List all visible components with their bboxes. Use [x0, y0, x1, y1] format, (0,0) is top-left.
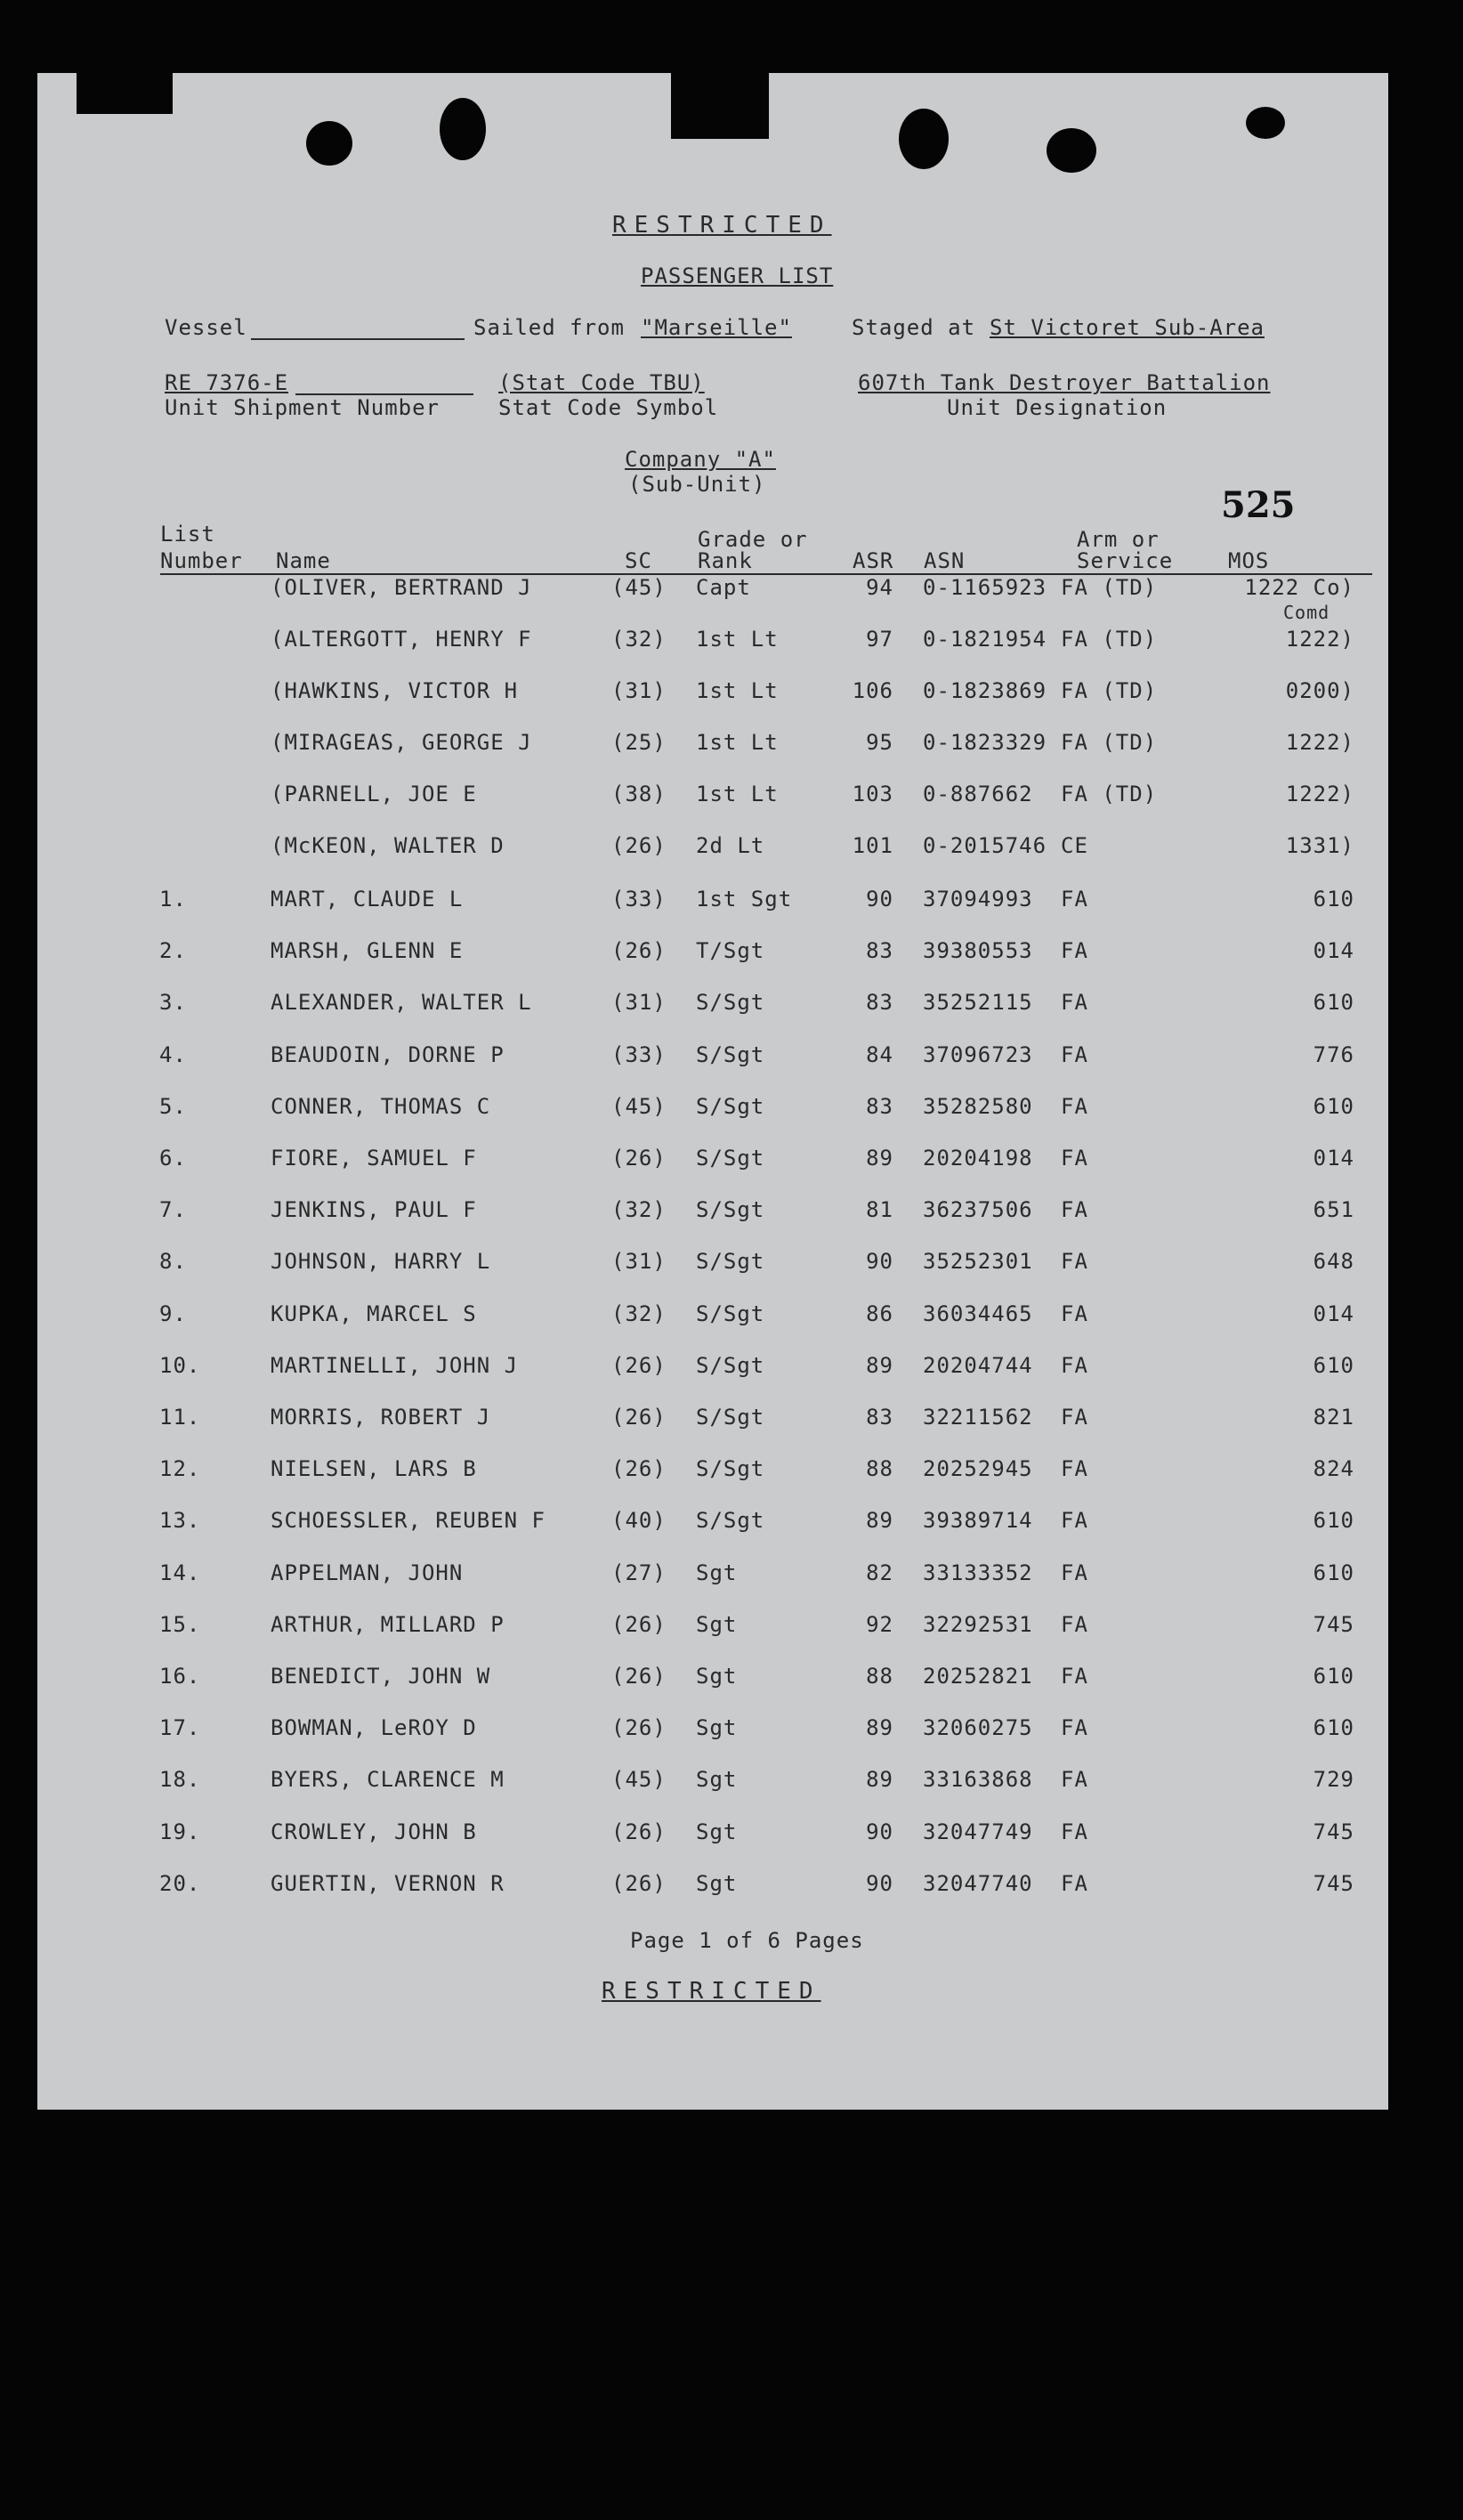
enlisted-row — [37, 1353, 1388, 1389]
sc-cell: (26) — [611, 1715, 667, 1741]
grade-cell: 1st Lt — [696, 627, 779, 652]
asn-cell: 35252301 — [923, 1249, 1033, 1275]
arm-cell: FA — [1061, 1508, 1088, 1534]
mos-cell: 745 — [1313, 1611, 1354, 1637]
list-number-cell: 14. — [159, 1560, 201, 1585]
mos-cell: 776 — [1313, 1041, 1354, 1067]
asr-cell: 83 — [866, 990, 893, 1016]
col-arm-line2: Service — [1077, 548, 1174, 573]
asn-cell: 0-1823329 — [923, 730, 1047, 755]
list-number-cell: 16. — [159, 1664, 201, 1689]
asn-cell: 36034465 — [923, 1301, 1033, 1326]
arm-cell: FA (TD) — [1061, 575, 1158, 600]
name-cell: (ALTERGOTT, HENRY F — [271, 627, 532, 652]
col-name: Name — [276, 548, 331, 573]
arm-cell: FA (TD) — [1061, 730, 1158, 755]
asn-cell: 0-1821954 — [923, 627, 1047, 652]
enlisted-row — [37, 1508, 1388, 1544]
sc-cell: (45) — [611, 1093, 667, 1119]
enlisted-row — [37, 1664, 1388, 1699]
list-number-cell: 5. — [159, 1093, 187, 1119]
asr-cell: 95 — [866, 730, 893, 755]
mos-cell: 610 — [1313, 990, 1354, 1016]
sc-cell: (45) — [611, 1767, 667, 1793]
col-asr: ASR — [853, 548, 894, 573]
grade-cell: S/Sgt — [696, 1301, 765, 1326]
name-cell: (MIRAGEAS, GEORGE J — [271, 730, 532, 755]
asn-cell: 39389714 — [923, 1508, 1033, 1534]
sc-cell: (38) — [611, 782, 667, 806]
grade-cell: S/Sgt — [696, 1093, 765, 1119]
sub-unit-label: (Sub-Unit) — [628, 472, 766, 497]
name-cell: ARTHUR, MILLARD P — [271, 1611, 505, 1637]
asr-cell: 89 — [866, 1767, 893, 1793]
enlisted-row — [37, 1560, 1388, 1596]
sc-cell: (25) — [611, 730, 667, 755]
unit-designation-value: 607th Tank Destroyer Battalion — [858, 370, 1271, 395]
arm-cell: FA (TD) — [1061, 627, 1158, 652]
name-cell: ALEXANDER, WALTER L — [271, 990, 532, 1016]
asr-cell: 82 — [866, 1560, 893, 1585]
asn-cell: 20204744 — [923, 1352, 1033, 1378]
name-cell: JOHNSON, HARRY L — [271, 1249, 491, 1275]
enlisted-row — [37, 1767, 1388, 1803]
punch-hole — [1246, 107, 1285, 139]
enlisted-row — [37, 1301, 1388, 1337]
arm-cell: FA — [1061, 1352, 1088, 1378]
asn-cell: 39380553 — [923, 938, 1033, 964]
sc-cell: (31) — [611, 1249, 667, 1275]
asn-cell: 20252945 — [923, 1456, 1033, 1482]
list-number-cell: 1. — [159, 887, 187, 912]
asr-cell: 90 — [866, 887, 893, 912]
sc-cell: (26) — [611, 1405, 667, 1430]
arm-cell: FA — [1061, 1146, 1088, 1171]
sc-cell: (26) — [611, 1664, 667, 1689]
mos-cell: 610 — [1313, 887, 1354, 912]
mos-note: Comd — [1283, 602, 1330, 623]
sc-cell: (26) — [611, 1352, 667, 1378]
asn-cell: 37094993 — [923, 887, 1033, 912]
arm-cell: FA — [1061, 1456, 1088, 1482]
asr-cell: 101 — [852, 833, 893, 858]
mos-cell: 610 — [1313, 1715, 1354, 1741]
enlisted-row — [37, 1094, 1388, 1130]
list-number-cell: 11. — [159, 1405, 201, 1430]
list-number-cell: 19. — [159, 1819, 201, 1844]
enlisted-row — [37, 1612, 1388, 1648]
name-cell: MORRIS, ROBERT J — [271, 1405, 491, 1430]
grade-cell: Sgt — [696, 1611, 738, 1637]
sc-cell: (32) — [611, 627, 667, 652]
enlisted-row — [37, 1456, 1388, 1492]
mos-cell: 821 — [1313, 1405, 1354, 1430]
stat-code-value: (Stat Code TBU) — [498, 370, 705, 395]
stamped-page-number: 525 — [1221, 484, 1296, 526]
mos-cell: 1331) — [1285, 833, 1354, 858]
classification-footer: RESTRICTED — [602, 1978, 821, 2005]
grade-cell: 2d Lt — [696, 833, 765, 858]
asr-cell: 89 — [866, 1715, 893, 1741]
name-cell: (OLIVER, BERTRAND J — [271, 575, 532, 600]
asr-cell: 94 — [866, 575, 893, 600]
asr-cell: 83 — [866, 1093, 893, 1119]
mos-cell: 745 — [1313, 1819, 1354, 1844]
list-number-cell: 20. — [159, 1870, 201, 1896]
mos-cell: 648 — [1313, 1249, 1354, 1275]
enlisted-row — [37, 1197, 1388, 1233]
asn-cell: 32047740 — [923, 1870, 1033, 1896]
col-arm-line1: Arm or — [1077, 527, 1160, 552]
list-number-cell: 7. — [159, 1197, 187, 1223]
arm-cell: FA — [1061, 1870, 1088, 1896]
name-cell: MART, CLAUDE L — [271, 887, 464, 912]
arm-cell: FA — [1061, 1715, 1088, 1741]
name-cell: BYERS, CLARENCE M — [271, 1767, 505, 1793]
col-mos: MOS — [1228, 548, 1270, 573]
enlisted-row — [37, 938, 1388, 974]
asn-cell: 36237506 — [923, 1197, 1033, 1223]
asn-cell: 0-2015746 — [923, 833, 1047, 858]
list-number-cell: 12. — [159, 1456, 201, 1482]
name-cell: KUPKA, MARCEL S — [271, 1301, 477, 1326]
name-cell: APPELMAN, JOHN — [271, 1560, 464, 1585]
arm-cell: FA — [1061, 1819, 1088, 1844]
sailed-from-label: Sailed from — [473, 315, 625, 340]
arm-cell: FA — [1061, 887, 1088, 912]
officer-row — [37, 833, 1388, 869]
sc-cell: (40) — [611, 1508, 667, 1534]
col-asn: ASN — [924, 548, 966, 573]
asn-cell: 20204198 — [923, 1146, 1033, 1171]
asr-cell: 106 — [852, 678, 893, 703]
arm-cell: CE — [1061, 833, 1088, 858]
arm-cell: FA — [1061, 1093, 1088, 1119]
enlisted-row — [37, 1042, 1388, 1078]
name-cell: MARSH, GLENN E — [271, 938, 464, 964]
mos-cell: 610 — [1313, 1560, 1354, 1585]
asn-cell: 37096723 — [923, 1041, 1033, 1067]
col-sc: SC — [625, 548, 652, 573]
asr-cell: 89 — [866, 1146, 893, 1171]
enlisted-row — [37, 1871, 1388, 1907]
arm-cell: FA — [1061, 1611, 1088, 1637]
sc-cell: (33) — [611, 1041, 667, 1067]
enlisted-row — [37, 1715, 1388, 1751]
torn-tab — [671, 73, 769, 139]
asr-cell: 81 — [866, 1197, 893, 1223]
grade-cell: S/Sgt — [696, 1508, 765, 1534]
grade-cell: 1st Lt — [696, 730, 779, 755]
list-number-cell: 18. — [159, 1767, 201, 1793]
unit-shipment-number-label: Unit Shipment Number — [165, 395, 440, 420]
enlisted-row — [37, 1819, 1388, 1855]
asn-cell: 33163868 — [923, 1767, 1033, 1793]
arm-cell: FA — [1061, 990, 1088, 1016]
grade-cell: Sgt — [696, 1870, 738, 1896]
list-number-cell: 15. — [159, 1611, 201, 1637]
mos-cell: 1222 Co) — [1244, 575, 1354, 600]
officer-row — [37, 782, 1388, 817]
grade-cell: Sgt — [696, 1767, 738, 1793]
name-cell: BENEDICT, JOHN W — [271, 1664, 491, 1689]
mos-cell: 0200) — [1285, 678, 1354, 703]
grade-cell: S/Sgt — [696, 1146, 765, 1171]
mos-cell: 651 — [1313, 1197, 1354, 1223]
grade-cell: Capt — [696, 575, 751, 600]
sc-cell: (33) — [611, 887, 667, 912]
punch-hole — [1047, 128, 1096, 173]
name-cell: (PARNELL, JOE E — [271, 782, 477, 806]
list-number-cell: 3. — [159, 990, 187, 1016]
arm-cell: FA — [1061, 938, 1088, 964]
mos-cell: 014 — [1313, 938, 1354, 964]
asn-cell: 0-1823869 — [923, 678, 1047, 703]
list-number-cell: 6. — [159, 1146, 187, 1171]
mos-cell: 610 — [1313, 1664, 1354, 1689]
sc-cell: (32) — [611, 1301, 667, 1326]
asr-cell: 86 — [866, 1301, 893, 1326]
mos-cell: 014 — [1313, 1146, 1354, 1171]
grade-cell: S/Sgt — [696, 1456, 765, 1482]
name-cell: BEAUDOIN, DORNE P — [271, 1041, 505, 1067]
enlisted-row — [37, 887, 1388, 922]
staged-at-label: Staged at — [852, 315, 976, 340]
name-cell: GUERTIN, VERNON R — [271, 1870, 505, 1896]
stat-code-label: Stat Code Symbol — [498, 395, 719, 420]
name-cell: CONNER, THOMAS C — [271, 1093, 491, 1119]
classification-header: RESTRICTED — [612, 212, 832, 239]
sc-cell: (45) — [611, 575, 667, 600]
officer-row — [37, 575, 1388, 623]
grade-cell: S/Sgt — [696, 1352, 765, 1378]
sc-cell: (31) — [611, 678, 667, 703]
torn-tab — [77, 73, 173, 114]
grade-cell: Sgt — [696, 1819, 738, 1844]
unit-designation-label: Unit Designation — [947, 395, 1168, 420]
officer-row — [37, 730, 1388, 766]
vessel-label: Vessel — [165, 315, 247, 340]
staged-at-value: St Victoret Sub-Area — [990, 315, 1265, 340]
enlisted-row — [37, 1249, 1388, 1284]
grade-cell: 1st Lt — [696, 782, 779, 806]
sc-cell: (26) — [611, 1819, 667, 1844]
asn-cell: 0-887662 — [923, 782, 1033, 806]
asn-cell: 35252115 — [923, 990, 1033, 1016]
mos-cell: 1222) — [1285, 782, 1354, 806]
asn-cell: 35282580 — [923, 1093, 1033, 1119]
asn-cell: 20252821 — [923, 1664, 1033, 1689]
unit-shipment-number-value: RE 7376-E — [165, 370, 289, 395]
asr-cell: 97 — [866, 627, 893, 652]
arm-cell: FA — [1061, 1301, 1088, 1326]
list-number-cell: 10. — [159, 1352, 201, 1378]
punch-hole — [440, 98, 486, 160]
asn-cell: 0-1165923 — [923, 575, 1047, 600]
asr-cell: 103 — [852, 782, 893, 806]
arm-cell: FA — [1061, 1249, 1088, 1275]
asn-cell: 32047749 — [923, 1819, 1033, 1844]
vessel-blank-line — [251, 338, 465, 340]
grade-cell: Sgt — [696, 1664, 738, 1689]
form-title: PASSENGER LIST — [641, 263, 834, 288]
asr-cell: 84 — [866, 1041, 893, 1067]
enlisted-row — [37, 1146, 1388, 1181]
asr-cell: 90 — [866, 1870, 893, 1896]
document-page — [37, 73, 1388, 2110]
grade-cell: S/Sgt — [696, 1405, 765, 1430]
grade-cell: S/Sgt — [696, 990, 765, 1016]
col-grade-line1: Grade or — [698, 527, 808, 552]
grade-cell: Sgt — [696, 1560, 738, 1585]
asn-cell: 32060275 — [923, 1715, 1033, 1741]
mos-cell: 014 — [1313, 1301, 1354, 1326]
name-cell: (McKEON, WALTER D — [271, 833, 505, 858]
asr-cell: 89 — [866, 1352, 893, 1378]
arm-cell: FA (TD) — [1061, 678, 1158, 703]
mos-cell: 610 — [1313, 1508, 1354, 1534]
mos-cell: 824 — [1313, 1456, 1354, 1482]
sc-cell: (32) — [611, 1197, 667, 1223]
arm-cell: FA (TD) — [1061, 782, 1158, 806]
enlisted-row — [37, 990, 1388, 1025]
sailed-from-value: "Marseille" — [641, 315, 792, 340]
mos-cell: 729 — [1313, 1767, 1354, 1793]
sc-cell: (27) — [611, 1560, 667, 1585]
sc-cell: (26) — [611, 1611, 667, 1637]
asr-cell: 92 — [866, 1611, 893, 1637]
name-cell: SCHOESSLER, REUBEN F — [271, 1508, 546, 1534]
list-number-cell: 17. — [159, 1715, 201, 1741]
enlisted-row — [37, 1405, 1388, 1440]
asr-cell: 90 — [866, 1819, 893, 1844]
list-number-cell: 2. — [159, 938, 187, 964]
arm-cell: FA — [1061, 1405, 1088, 1430]
col-list-number-line2: Number — [160, 548, 243, 573]
list-number-cell: 8. — [159, 1249, 187, 1275]
arm-cell: FA — [1061, 1197, 1088, 1223]
asn-cell: 33133352 — [923, 1560, 1033, 1585]
asr-cell: 88 — [866, 1664, 893, 1689]
name-cell: NIELSEN, LARS B — [271, 1456, 477, 1482]
grade-cell: 1st Lt — [696, 678, 779, 703]
col-grade-line2: Rank — [698, 548, 753, 573]
asn-cell: 32211562 — [923, 1405, 1033, 1430]
sc-cell: (26) — [611, 1456, 667, 1482]
name-cell: BOWMAN, LeROY D — [271, 1715, 477, 1741]
grade-cell: 1st Sgt — [696, 887, 793, 912]
name-cell: JENKINS, PAUL F — [271, 1197, 477, 1223]
asr-cell: 83 — [866, 1405, 893, 1430]
sc-cell: (26) — [611, 1146, 667, 1171]
list-number-cell: 13. — [159, 1508, 201, 1534]
asr-cell: 89 — [866, 1508, 893, 1534]
grade-cell: S/Sgt — [696, 1249, 765, 1275]
arm-cell: FA — [1061, 1767, 1088, 1793]
name-cell: CROWLEY, JOHN B — [271, 1819, 477, 1844]
asr-cell: 90 — [866, 1249, 893, 1275]
grade-cell: S/Sgt — [696, 1197, 765, 1223]
sc-cell: (26) — [611, 833, 667, 858]
grade-cell: S/Sgt — [696, 1041, 765, 1067]
officer-row — [37, 627, 1388, 662]
mos-cell: 610 — [1313, 1093, 1354, 1119]
list-number-cell: 4. — [159, 1041, 187, 1067]
sub-unit-value: Company "A" — [625, 447, 776, 472]
col-list-number-line1: List — [160, 522, 215, 547]
mos-cell: 1222) — [1285, 730, 1354, 755]
sc-cell: (26) — [611, 1870, 667, 1896]
grade-cell: T/Sgt — [696, 938, 765, 964]
mos-cell: 745 — [1313, 1870, 1354, 1896]
mos-cell: 1222) — [1285, 627, 1354, 652]
grade-cell: Sgt — [696, 1715, 738, 1741]
arm-cell: FA — [1061, 1560, 1088, 1585]
asr-cell: 83 — [866, 938, 893, 964]
arm-cell: FA — [1061, 1664, 1088, 1689]
punch-hole — [899, 109, 949, 169]
officer-row — [37, 678, 1388, 714]
list-number-cell: 9. — [159, 1301, 187, 1326]
name-cell: MARTINELLI, JOHN J — [271, 1352, 519, 1378]
punch-hole — [306, 121, 352, 166]
page-count: Page 1 of 6 Pages — [630, 1928, 864, 1953]
arm-cell: FA — [1061, 1041, 1088, 1067]
asn-cell: 32292531 — [923, 1611, 1033, 1637]
name-cell: FIORE, SAMUEL F — [271, 1146, 477, 1171]
sc-cell: (26) — [611, 938, 667, 964]
mos-cell: 610 — [1313, 1352, 1354, 1378]
asr-cell: 88 — [866, 1456, 893, 1482]
sc-cell: (31) — [611, 990, 667, 1016]
name-cell: (HAWKINS, VICTOR H — [271, 678, 519, 703]
